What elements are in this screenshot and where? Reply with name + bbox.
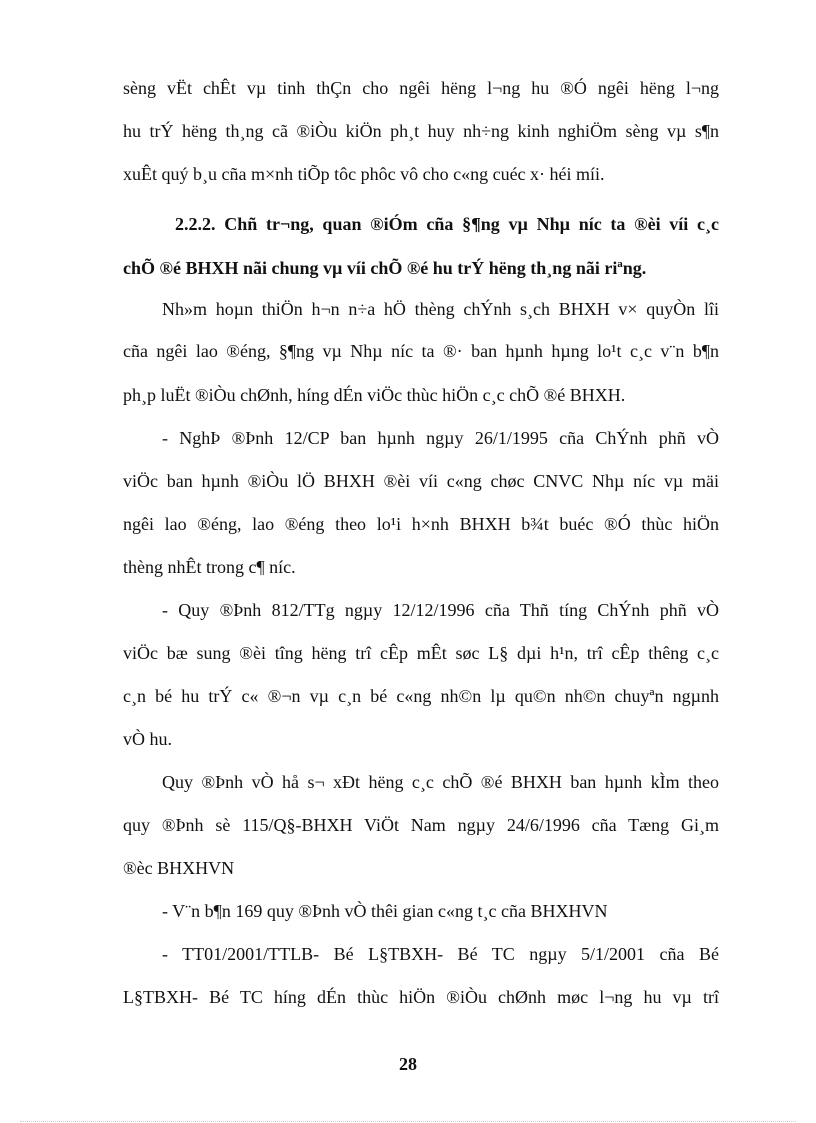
body-text-line: vÒ hu. xyxy=(123,729,172,749)
body-text-line: - V¨n b¶n 169 quy ®Þnh vÒ thêi gian c«ng t¸c cña BHXHVN xyxy=(162,901,608,921)
page-number: 28 xyxy=(399,1054,417,1074)
body-text-line: sèng vËt chÊt vµ tinh thÇn cho ngêi hëng l¬ng hu ®Ó ngêi hëng l¬ng xyxy=(123,78,719,98)
body-text-line: quy ®Þnh sè 115/Q§-BHXH ViÖt Nam ngµy 24/6/1996 cña Tæng Gi¸m xyxy=(123,815,719,835)
body-text-line: cña ngêi lao ®éng, §¶ng vµ Nhµ níc ta ®· ban hµnh hµng lo¹t c¸c v¨n b¶n xyxy=(123,341,719,361)
body-text-line: Nh»m hoµn thiÖn h¬n n÷a hÖ thèng chÝnh s¸ch BHXH v× quyÒn lîi xyxy=(162,299,719,319)
body-text-line: thèng nhÊt trong c¶ níc. xyxy=(123,557,296,577)
section-heading-line: 2.2.2. Chñ tr¬ng, quan ®iÓm cña §¶ng vµ Nhµ níc ta ®èi víi c¸c xyxy=(175,214,719,234)
body-text-line: ph¸p luËt ®iÒu chØnh, híng dÉn viÖc thùc hiÖn c¸c chÕ ®é BHXH. xyxy=(123,385,626,405)
page-bottom-divider xyxy=(20,1121,796,1122)
body-text-line: hu trÝ hëng th¸ng cã ®iÒu kiÖn ph¸t huy nh÷ng kinh nghiÖm sèng vµ s¶n xyxy=(123,121,719,141)
body-text-line: ®èc BHXHVN xyxy=(123,858,235,878)
body-text-line: viÖc bæ sung ®èi tîng hëng trî cÊp mÊt søc L§ dµi h¹n, trî cÊp thêng c¸c xyxy=(123,643,719,663)
body-text-line: ngêi lao ®éng, lao ®éng theo lo¹i h×nh BHXH b¾t buéc ®Ó thùc hiÖn xyxy=(123,514,719,534)
body-text-line: Quy ®Þnh vÒ hå s¬ xÐt hëng c¸c chÕ ®é BHXH ban hµnh kÌm theo xyxy=(162,772,719,792)
body-text-line: - TT01/2001/TTLB- Bé L§TBXH- Bé TC ngµy 5/1/2001 cña Bé xyxy=(162,944,719,964)
section-heading-line: chÕ ®é BHXH nãi chung vµ víi chÕ ®é hu trÝ hëng th¸ng nãi riªng. xyxy=(123,258,647,278)
body-text-line: viÖc ban hµnh ®iÒu lÖ BHXH ®èi víi c«ng chøc CNVC Nhµ níc vµ mäi xyxy=(123,471,719,491)
body-text-line: - NghÞ ®Þnh 12/CP ban hµnh ngµy 26/1/1995 cña ChÝnh phñ vÒ xyxy=(162,428,719,448)
body-text-line: xuÊt quý b¸u cña m×nh tiÕp tôc phôc vô cho c«ng cuéc x· héi míi. xyxy=(123,164,605,184)
body-text-line: c¸n bé hu trÝ c« ®¬n vµ c¸n bé c«ng nh©n lµ qu©n nh©n chuyªn ngµnh xyxy=(123,686,719,706)
body-text-line: - Quy ®Þnh 812/TTg ngµy 12/12/1996 cña Thñ tíng ChÝnh phñ vÒ xyxy=(162,600,719,620)
body-text-line: L§TBXH- Bé TC híng dÉn thùc hiÖn ®iÒu chØnh møc l¬ng hu vµ trî xyxy=(123,987,719,1007)
